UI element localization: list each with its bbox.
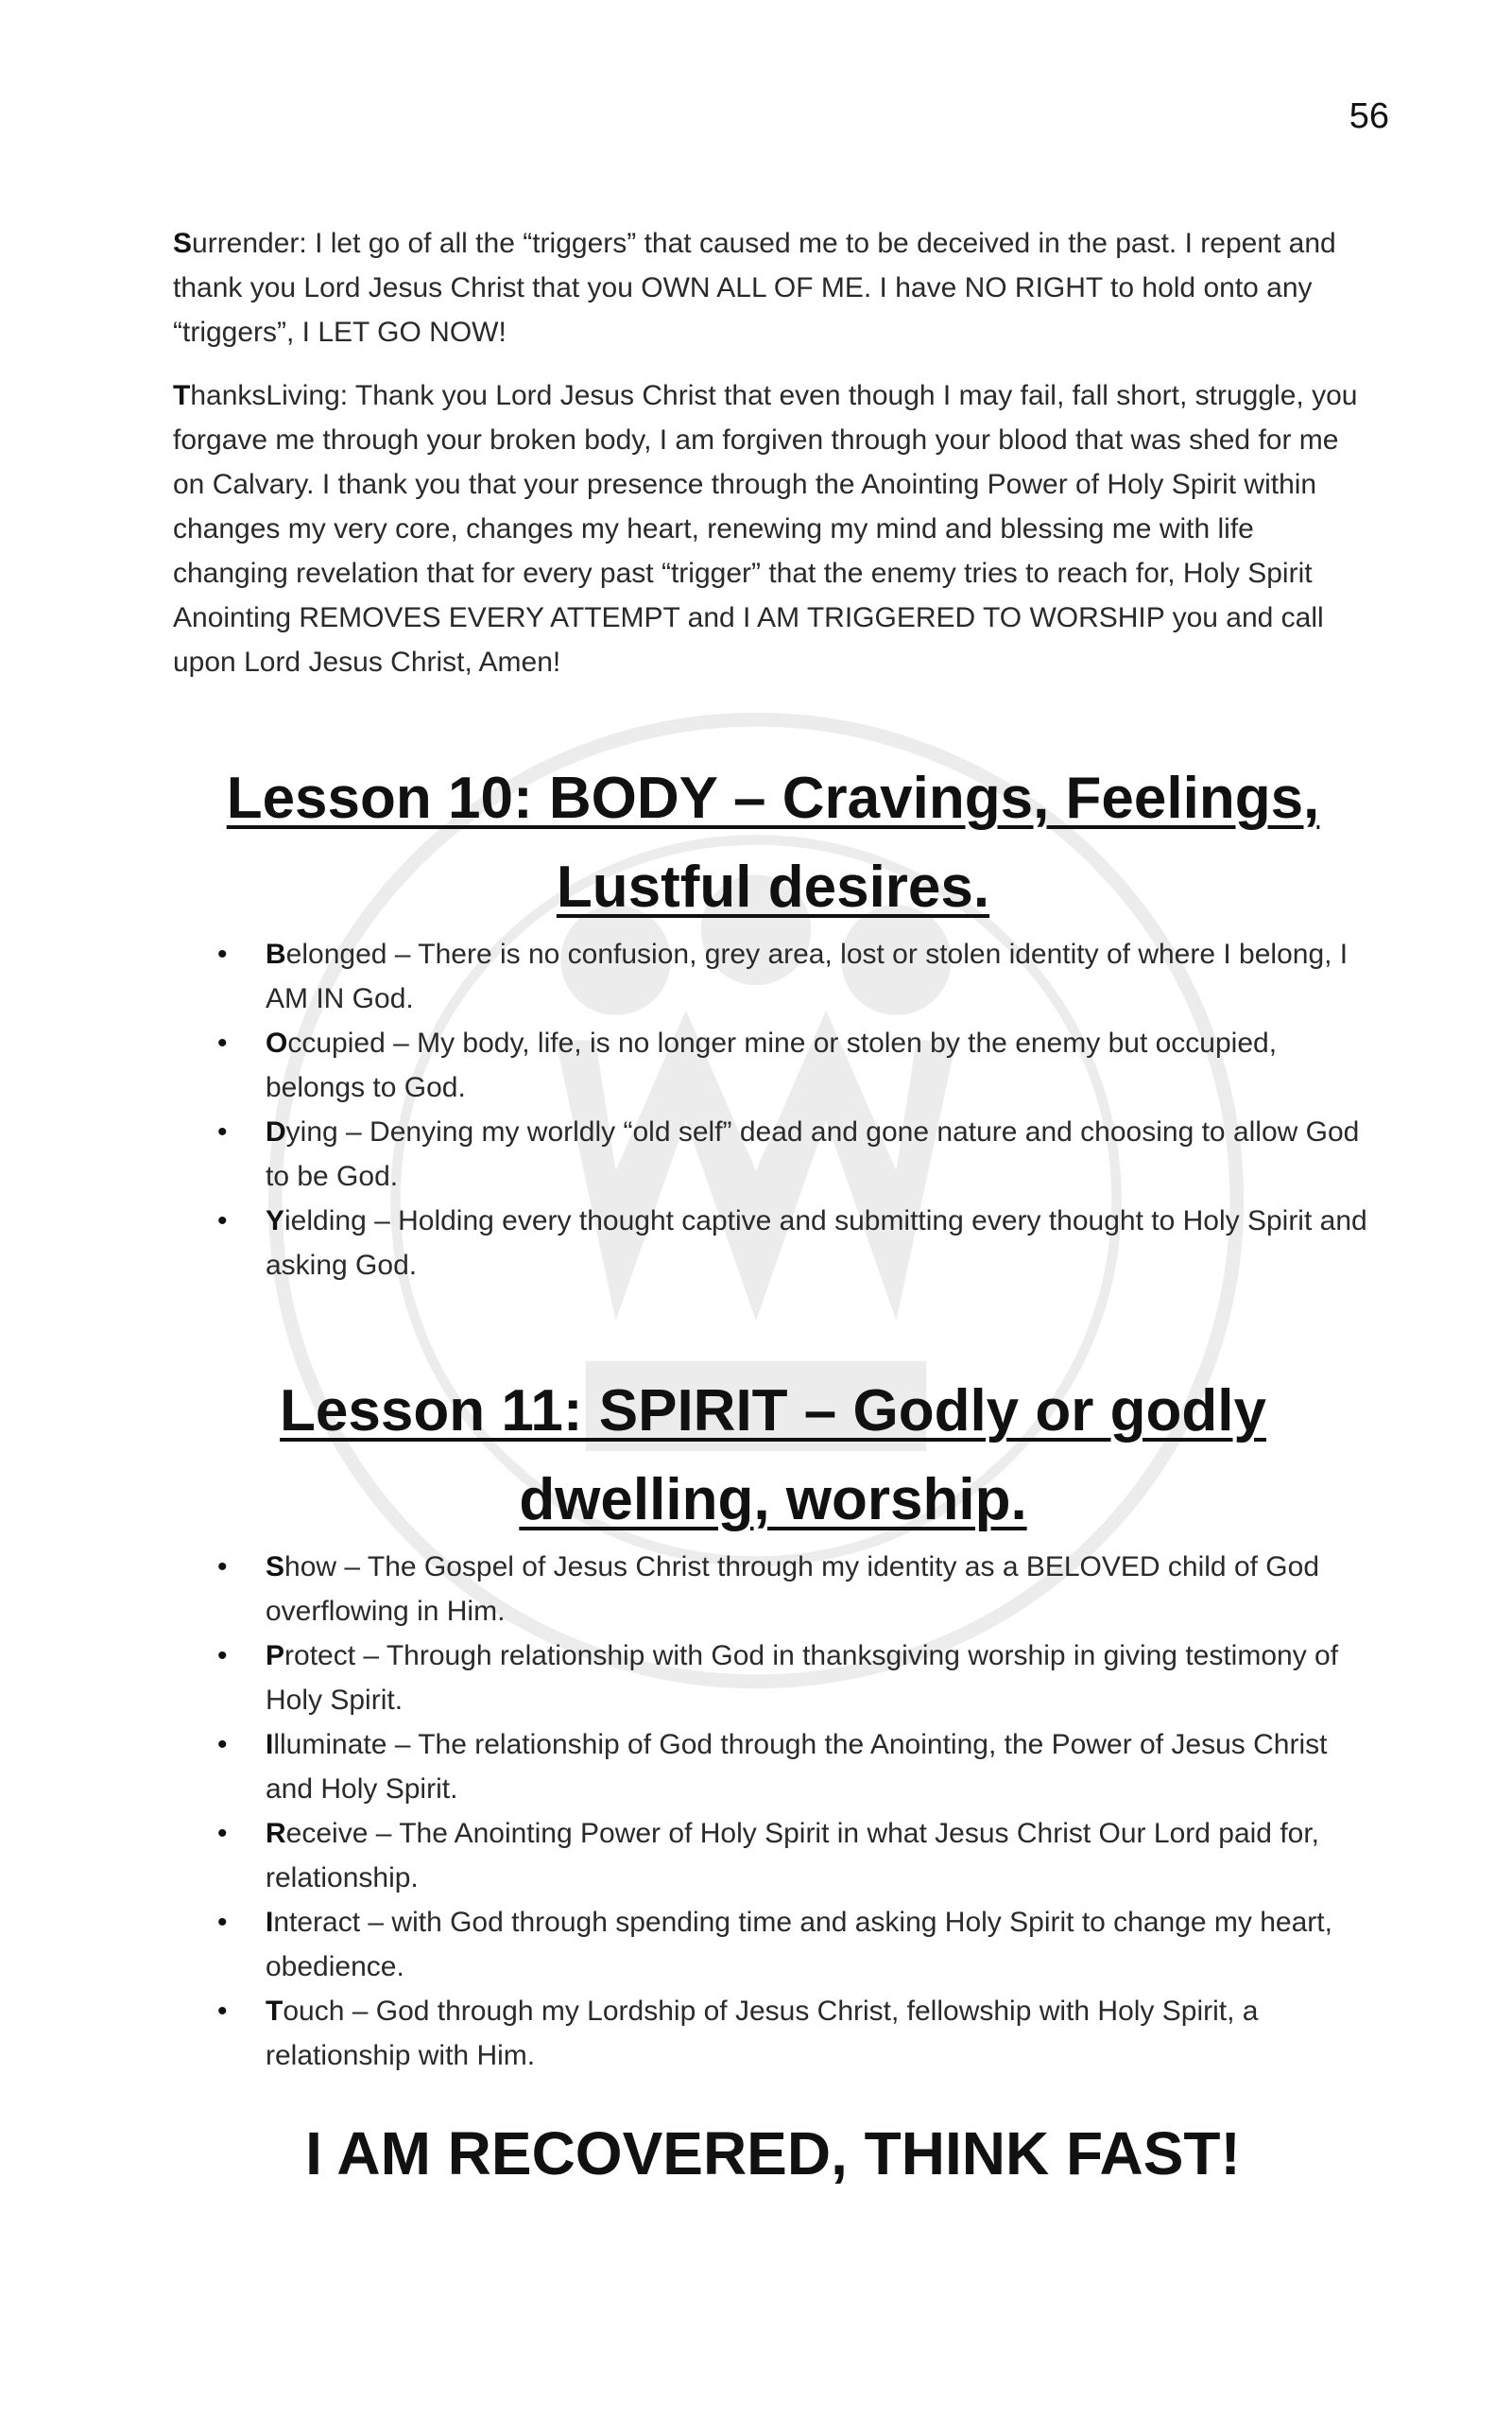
bullet-icon: • (217, 1907, 228, 1938)
list-item: • Illuminate – The relationship of God through the Anointing, the Power of Jesus Christ and Holy Spirit. (173, 1722, 1373, 1811)
list-item: • Occupied – My body, life, is no longer mine or stolen by the enemy but occupied, belongs to God. (173, 1021, 1373, 1110)
bullet-icon: • (217, 1205, 228, 1236)
list-item: • Dying – Denying my worldly “old self” dead and gone nature and choosing to allow God to be God. (173, 1110, 1373, 1199)
bullet-icon: • (217, 1996, 228, 2027)
list-item: • Touch – God through my Lordship of Jesus Christ, fellowship with Holy Spirit, a relationship with Him. (173, 1989, 1373, 2078)
page-content (173, 221, 1373, 2191)
lesson-11-heading: Lesson 11: SPIRIT – Godly or godly dwelling, worship. (280, 1378, 1266, 1532)
bullet-icon: • (217, 1028, 228, 1059)
bullet-icon: • (217, 1640, 228, 1671)
closing-declaration: I AM RECOVERED, THINK FAST! (305, 2119, 1241, 2187)
list-item: • Protect – Through relationship with God in thanksgiving worship in giving testimony of Holy Spirit. (173, 1634, 1373, 1722)
bullet-icon: • (217, 939, 228, 970)
list-item: • Belonged – There is no confusion, grey area, lost or stolen identity of where I belong, I AM IN God. (173, 932, 1373, 1021)
lesson-10-heading: Lesson 10: BODY – Cravings, Feelings, Lustful desires. (226, 766, 1320, 920)
thanksliving-paragraph: ThanksLiving: Thank you Lord Jesus Christ that even though I may fail, fall short, struggle, you forgave me through your broken body, I am forgiven through your blood that was shed for me on Calvary. I thank you that your presence through the Anointing Power of Holy Spirit within changes my very core, changes my heart, renewing my mind and blessing me with life changing revelation that for every past “trigger” that the enemy tries to reach for, Holy Spirit Anointing REMOVES EVERY ATTEMPT and I AM TRIGGERED TO WORSHIP you and call upon Lord Jesus Christ, Amen! (173, 380, 1358, 678)
lesson-10-list (173, 932, 1373, 1288)
list-item: • Receive – The Anointing Power of Holy Spirit in what Jesus Christ Our Lord paid for, relationship. (173, 1811, 1373, 1900)
page-number: 56 (1349, 96, 1389, 136)
list-item: • Interact – with God through spending time and asking Holy Spirit to change my heart, obedience. (173, 1900, 1373, 1989)
bullet-icon: • (217, 1818, 228, 1849)
bullet-icon: • (217, 1551, 228, 1582)
bullet-icon: • (217, 1729, 228, 1760)
list-item: • Yielding – Holding every thought captive and submitting every thought to Holy Spirit and asking God. (173, 1199, 1373, 1288)
lesson-11-list (173, 1545, 1373, 2078)
list-item: • Show – The Gospel of Jesus Christ through my identity as a BELOVED child of God overflowing in Him. (173, 1545, 1373, 1634)
surrender-paragraph: Surrender: I let go of all the “triggers” that caused me to be deceived in the past. I repent and thank you Lord Jesus Christ that you OWN ALL OF ME. I have NO RIGHT to hold onto any “triggers”, I LET GO NOW! (173, 228, 1336, 348)
bullet-icon: • (217, 1116, 228, 1148)
